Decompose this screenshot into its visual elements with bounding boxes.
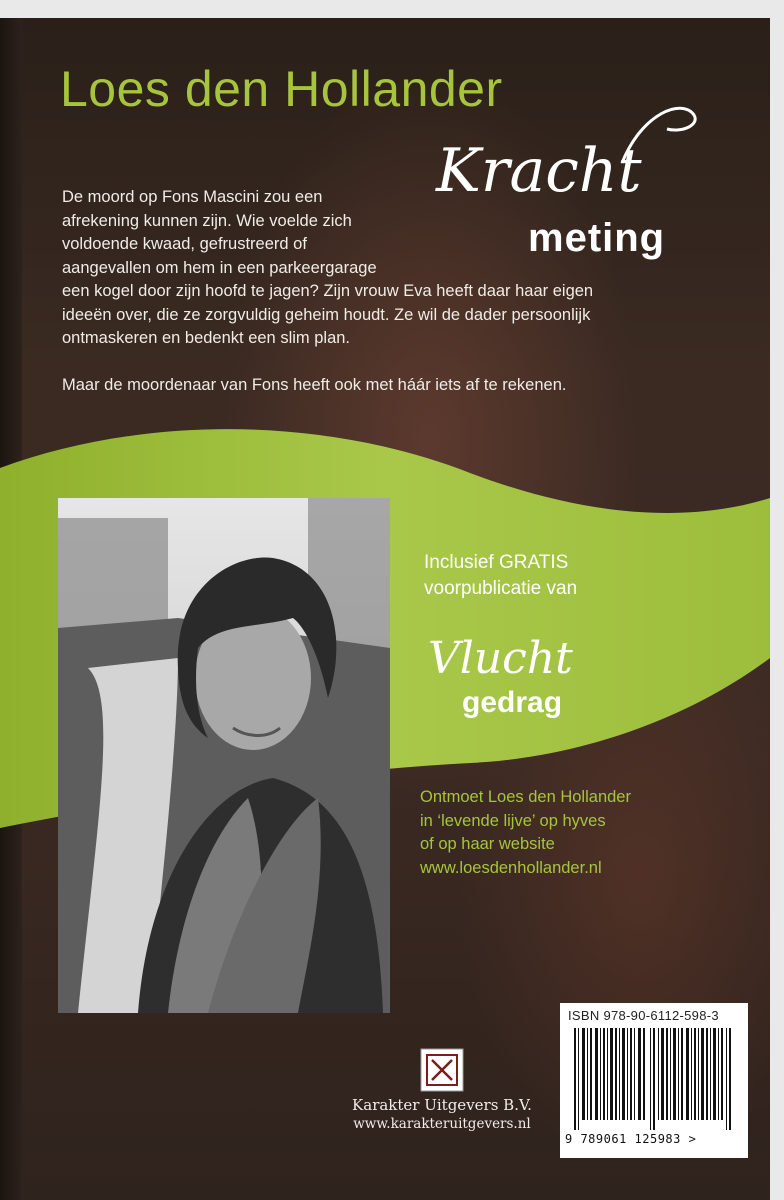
publisher-logo-icon — [420, 1048, 464, 1092]
isbn-label: ISBN 978-90-6112-598-3 — [568, 1008, 719, 1023]
website-link: www.loesdenhollander.nl — [420, 858, 602, 877]
meet-line: in ‘levende lijve’ op hyves — [420, 811, 606, 830]
blurb-line: ontmaskeren en bedenkt een slim plan. — [62, 329, 351, 347]
blurb-line: ideeën over, die ze zorgvuldig geheim houdt. Ze wil de dader persoonlijk — [62, 305, 591, 324]
blurb-paragraph-2: Maar de moordenaar van Fons heeft ook met háár iets af te rekenen. — [62, 375, 567, 394]
barcode-icon — [574, 1028, 734, 1130]
promo-title-sub: gedrag — [462, 686, 563, 719]
book-title-script: Kracht — [436, 136, 642, 206]
barcode-digits: 9 789061 125983 > — [565, 1132, 697, 1146]
author-photo-illustration — [58, 498, 390, 1013]
blurb-line: De moord op Fons Mascini zou een — [62, 188, 323, 206]
publisher-name: Karakter Uitgevers B.V. — [352, 1096, 532, 1114]
promo-line: Inclusief GRATIS — [424, 552, 569, 573]
publisher-url: www.karakteruitgevers.nl — [353, 1116, 531, 1132]
blurb-line: aangevallen om hem in een parkeergarage — [62, 258, 377, 277]
publisher-info — [342, 1096, 542, 1132]
blurb-line: een kogel door zijn hoofd te jagen? Zijn vrouw Eva heeft daar haar eigen — [62, 282, 594, 300]
blurb-line: voldoende kwaad, gefrustreerd of — [62, 235, 307, 253]
author-name: Loes den Hollander — [60, 61, 503, 117]
blurb-line: afrekening kunnen zijn. Wie voelde zich — [62, 211, 352, 230]
book-title-sub: meting — [528, 216, 666, 260]
meet-line: Ontmoet Loes den Hollander — [420, 788, 631, 806]
meet-line: of op haar website — [420, 835, 555, 853]
meet-author-text — [420, 786, 631, 880]
promo-line: voorpublicatie van — [424, 578, 578, 599]
promo-title-script: Vlucht — [428, 633, 573, 684]
author-photo — [58, 498, 390, 1013]
promo-text — [424, 550, 577, 602]
book-back-cover — [0, 18, 770, 1200]
isbn-barcode-box — [560, 1003, 748, 1158]
